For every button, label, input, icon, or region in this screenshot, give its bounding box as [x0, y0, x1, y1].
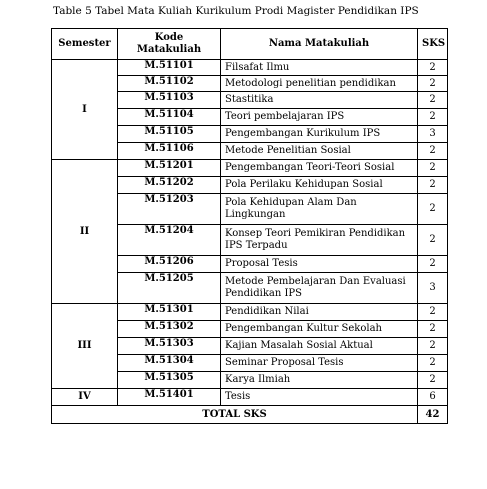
curriculum-table — [51, 28, 448, 424]
total-value: 42 — [418, 406, 448, 424]
table-row — [52, 304, 448, 321]
sks-cell: 2 — [418, 177, 448, 194]
nama-cell: Pendidikan Nilai — [221, 304, 418, 321]
sks-cell: 2 — [418, 304, 448, 321]
total-row — [52, 406, 448, 424]
kode-cell: M.51304 — [118, 355, 221, 372]
semester-cell: II — [52, 160, 118, 304]
kode-cell: M.51401 — [118, 389, 221, 406]
kode-cell: M.51302 — [118, 321, 221, 338]
nama-cell: Filsafat Ilmu — [221, 60, 418, 76]
nama-cell: Kajian Masalah Sosial Aktual — [221, 338, 418, 355]
nama-cell: Tesis — [221, 389, 418, 406]
kode-cell: M.51205 — [118, 273, 221, 304]
sks-cell: 2 — [418, 143, 448, 160]
nama-cell: Pengembangan Kurikulum IPS — [221, 126, 418, 143]
nama-cell: Seminar Proposal Tesis — [221, 355, 418, 372]
header-sks: SKS — [418, 29, 448, 60]
nama-cell: Pola Perilaku Kehidupan Sosial — [221, 177, 418, 194]
kode-cell: M.51202 — [118, 177, 221, 194]
kode-cell: M.51305 — [118, 372, 221, 389]
table-row — [52, 389, 448, 406]
nama-cell: Teori pembelajaran IPS — [221, 109, 418, 126]
header-row — [52, 29, 448, 60]
sks-cell: 2 — [418, 109, 448, 126]
semester-cell: IV — [52, 389, 118, 406]
sks-cell: 2 — [418, 194, 448, 225]
nama-cell: Metodologi penelitian pendidikan — [221, 76, 418, 92]
header-kode: Kode Matakuliah — [118, 29, 221, 60]
nama-cell: Metode Pembelajaran Dan Evaluasi Pendidikan IPS — [221, 273, 418, 304]
nama-cell: Stastitika — [221, 92, 418, 109]
kode-cell: M.51301 — [118, 304, 221, 321]
total-label: TOTAL SKS — [52, 406, 418, 424]
sks-cell: 6 — [418, 389, 448, 406]
kode-cell: M.51106 — [118, 143, 221, 160]
kode-cell: M.51105 — [118, 126, 221, 143]
sks-cell: 2 — [418, 76, 448, 92]
kode-cell: M.51102 — [118, 76, 221, 92]
kode-cell: M.51203 — [118, 194, 221, 225]
kode-cell: M.51303 — [118, 338, 221, 355]
sks-cell: 2 — [418, 225, 448, 256]
table-row — [52, 160, 448, 177]
sks-cell: 2 — [418, 372, 448, 389]
nama-cell: Metode Penelitian Sosial — [221, 143, 418, 160]
kode-cell: M.51201 — [118, 160, 221, 177]
kode-cell: M.51103 — [118, 92, 221, 109]
semester-cell: III — [52, 304, 118, 389]
kode-cell: M.51206 — [118, 256, 221, 273]
kode-cell: M.51101 — [118, 60, 221, 76]
table-body — [52, 60, 448, 406]
nama-cell: Proposal Tesis — [221, 256, 418, 273]
nama-cell: Pengembangan Teori-Teori Sosial — [221, 160, 418, 177]
nama-cell: Karya Ilmiah — [221, 372, 418, 389]
kode-cell: M.51104 — [118, 109, 221, 126]
sks-cell: 2 — [418, 92, 448, 109]
header-semester: Semester — [52, 29, 118, 60]
sks-cell: 2 — [418, 338, 448, 355]
sks-cell: 2 — [418, 355, 448, 372]
sks-cell: 2 — [418, 256, 448, 273]
header-nama: Nama Matakuliah — [221, 29, 418, 60]
semester-cell: I — [52, 60, 118, 160]
kode-cell: M.51204 — [118, 225, 221, 256]
nama-cell: Konsep Teori Pemikiran Pendidikan IPS Terpadu — [221, 225, 418, 256]
sks-cell: 2 — [418, 60, 448, 76]
sks-cell: 2 — [418, 160, 448, 177]
nama-cell: Pengembangan Kultur Sekolah — [221, 321, 418, 338]
table-row — [52, 60, 448, 76]
sks-cell: 3 — [418, 273, 448, 304]
table-caption: Table 5 Tabel Mata Kuliah Kurikulum Prodi Magister Pendidikan IPS — [53, 5, 419, 17]
sks-cell: 3 — [418, 126, 448, 143]
nama-cell: Pola Kehidupan Alam Dan Lingkungan — [221, 194, 418, 225]
sks-cell: 2 — [418, 321, 448, 338]
